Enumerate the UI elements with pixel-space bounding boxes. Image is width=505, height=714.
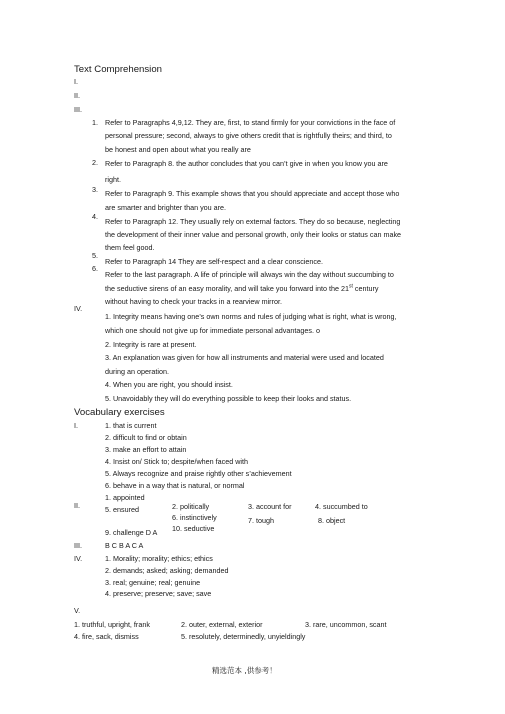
tc-iv-line: 1. Integrity means having one’s own norms and rules of judging what is right, what is wrong, (105, 312, 397, 321)
vocab-iv-line: 3. real; genuine; real; genuine (105, 578, 201, 587)
superscript-st: st (348, 283, 353, 290)
vocab-roman-1: I. (74, 421, 78, 430)
vocab-ii-item: 1. appointed (105, 493, 145, 502)
vocab-roman-4: IV. (74, 554, 83, 563)
vocab-i-line: 1. that is current (105, 421, 157, 430)
tc-item-1-line: personal pressure; second, always to give others credit that is rightfully theirs; and third, to (105, 131, 392, 140)
vocab-ii-item: 10. seductive (172, 524, 215, 533)
vocab-ii-item: 6. instinctively (172, 513, 217, 522)
vocab-iv-line: 1. Morality; morality; ethics; ethics (105, 554, 213, 563)
page-footer: 精选范本 ,供参考！ (212, 666, 277, 675)
vocab-i-line: 6. behave in a way that is natural, or normal (105, 481, 245, 490)
tc-item-number: 3. (92, 185, 98, 194)
tc-item-6-line: without having to check your tracks in a rearview mirror. (105, 297, 282, 306)
tc-item-number: 1. (92, 118, 98, 127)
tc-item-3-line: Refer to Paragraph 9. This example shows that you should appreciate and accept those who (105, 189, 400, 198)
section-title-vocabulary: Vocabulary exercises (74, 407, 165, 418)
tc-iv-line: which one should not give up for immediate personal advantages. o (105, 326, 320, 335)
tc-iv-line: 2. Integrity is rare at present. (105, 340, 197, 349)
vocab-iii-answers: B C B A C A (105, 541, 144, 550)
vocab-ii-item: 9. challenge D A (105, 528, 158, 537)
tc-item-number: 4. (92, 212, 98, 221)
tc-item-3-line: are smarter and brighter than you are. (105, 203, 227, 212)
vocab-v-item: 3. rare, uncommon, scant (305, 620, 387, 629)
vocab-i-line: 3. make an effort to attain (105, 445, 187, 454)
tc-item-1-line: Refer to Paragraphs 4,9,12. They are, first, to stand firmly for your convictions in the face of (105, 118, 396, 127)
tc-item-5-line: Refer to Paragraph 14 They are self-respect and a clear conscience. (105, 257, 324, 266)
tc-iv-line: 4. When you are right, you should insist. (105, 380, 233, 389)
vocab-v-item: 5. resolutely, determinedly, unyieldingly (181, 632, 306, 641)
vocab-ii-item: 3. account for (248, 502, 292, 511)
tc-item-number: 2. (92, 158, 98, 167)
vocab-ii-item: 2. politically (172, 502, 210, 511)
tc-item-1-line: be honest and open about what you really are (105, 145, 251, 154)
vocab-roman-2: II. (74, 501, 80, 510)
tc-roman-1: I. (74, 77, 78, 86)
vocab-v-item: 1. truthful, upright, frank (74, 620, 150, 629)
vocab-i-line: 4. Insist on/ Stick to; despite/when faced with (105, 457, 249, 466)
tc-item-6-line: Refer to the last paragraph. A life of principle will always win the day without succumbing to (105, 270, 394, 279)
tc-iv-line: during an operation. (105, 367, 169, 376)
tc-item-4-line: the development of their inner value and personal growth, only their looks or status can make (105, 230, 402, 239)
tc-item-number: 6. (92, 264, 98, 273)
tc-roman-4: IV. (74, 304, 83, 313)
tc-item-6-line: the seductive sirens of an easy morality, and will take you forward into the 21st century (105, 283, 379, 293)
tc-iv-line: 3. An explanation was given for how all instruments and material were used and located (105, 353, 384, 362)
vocab-ii-item: 4. succumbed to (315, 502, 368, 511)
tc-roman-2: II. (74, 91, 80, 100)
vocab-v-item: 4. fire, sack, dismiss (74, 632, 139, 641)
vocab-v-item: 2. outer, external, exterior (181, 620, 263, 629)
tc-roman-3: III. (74, 105, 82, 114)
tc-item-4-line: Refer to Paragraph 12. They usually rely on external factors. They do so because, neglecting (105, 217, 401, 226)
vocab-iv-line: 4. preserve; preserve; save; save (105, 589, 212, 598)
vocab-ii-item: 8. object (318, 516, 346, 525)
vocab-iv-line: 2. demands; asked; asking; demanded (105, 566, 229, 575)
tc-item-2-line: Refer to Paragraph 8. the author concludes that you can’t give in when you know you are (105, 159, 388, 168)
vocab-roman-5: V. (74, 606, 81, 615)
vocab-i-line: 5. Always recognize and praise rightly other s’achievement (105, 469, 292, 478)
vocab-roman-3: III. (74, 541, 82, 550)
tc-item-4-line: them feel good. (105, 243, 155, 252)
tc-item-2-line: right. (105, 175, 121, 184)
tc-iv-line: 5. Unavoidably they will do everything possible to keep their looks and status. (105, 394, 352, 403)
vocab-ii-item: 7. tough (248, 516, 274, 525)
tc-item-number: 5. (92, 251, 98, 260)
vocab-i-line: 2. difficult to find or obtain (105, 433, 187, 442)
vocab-ii-item: 5. ensured (105, 505, 139, 514)
section-title-text-comprehension: Text Comprehension (74, 64, 162, 75)
